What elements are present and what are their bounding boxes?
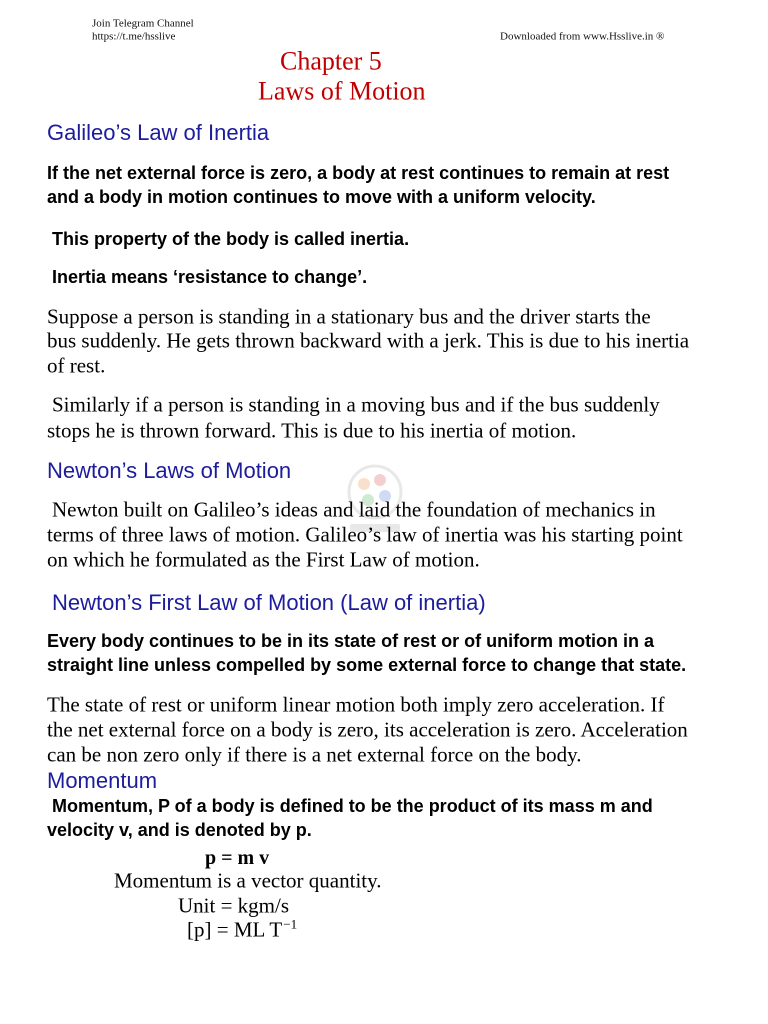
telegram-label: Join Telegram Channel [92,17,194,30]
inertia-meaning-text: Inertia means ‘resistance to change’. [52,267,368,288]
momentum-definition-line: velocity v, and is denoted by p. [47,820,312,841]
first-law-explanation-line: The state of rest or uniform linear motion both imply zero acceleration. If [47,692,665,717]
galileo-statement-line: If the net external force is zero, a body at rest continues to remain at rest [47,163,670,184]
section-heading-momentum: Momentum [47,767,158,793]
dimension-exponent: −1 [283,916,298,932]
chapter-number: Chapter 5 [280,46,382,76]
inertia-motion-example-line: stops he is thrown forward. This is due to his inertia of motion. [47,418,577,443]
section-heading-first-law: Newton’s First Law of Motion (Law of inertia) [52,589,486,615]
galileo-statement-line: and a body in motion continues to move with a uniform velocity. [47,187,596,208]
momentum-formula: p = m v [205,847,270,869]
inertia-rest-example-line: of rest. [47,353,106,378]
first-law-explanation-line: can be non zero only if there is a net external force on the body. [47,742,582,767]
newton-intro-line: terms of three laws of motion. Galileo’s law of inertia was his starting point [47,522,683,547]
section-heading-newton: Newton’s Laws of Motion [47,457,292,483]
download-source: Downloaded from www.Hsslive.in ® [500,30,665,43]
inertia-motion-example-line: Similarly if a person is standing in a moving bus and if the bus suddenly [52,392,660,417]
inertia-rest-example-line: bus suddenly. He gets thrown backward with a jerk. This is due to his inertia [47,328,690,353]
newton-intro-line: on which he formulated as the First Law of motion. [47,547,480,572]
newton-intro-line: Newton built on Galileo’s ideas and laid the foundation of mechanics in [52,497,656,522]
momentum-dimension-formula [187,917,297,942]
momentum-definition-line: Momentum, P of a body is defined to be the product of its mass m and [52,796,653,817]
first-law-statement-line: Every body continues to be in its state of rest or of uniform motion in a [47,631,655,652]
momentum-vector-note: Momentum is a vector quantity. [114,868,382,893]
inertia-rest-example-line: Suppose a person is standing in a stationary bus and the driver starts the [47,304,651,329]
momentum-unit: Unit = kgm/s [178,893,290,918]
section-heading-galileo: Galileo’s Law of Inertia [47,119,270,145]
first-law-statement-line: straight line unless compelled by some external force to change that state. [47,655,687,676]
dimension-base: [p] = ML T [187,917,283,942]
chapter-title: Laws of Motion [258,76,426,106]
inertia-property-text: This property of the body is called inertia. [52,229,410,250]
telegram-link[interactable]: https://t.me/hsslive [92,30,176,43]
first-law-explanation-line: the net external force on a body is zero, its acceleration is zero. Acceleration [47,717,688,742]
